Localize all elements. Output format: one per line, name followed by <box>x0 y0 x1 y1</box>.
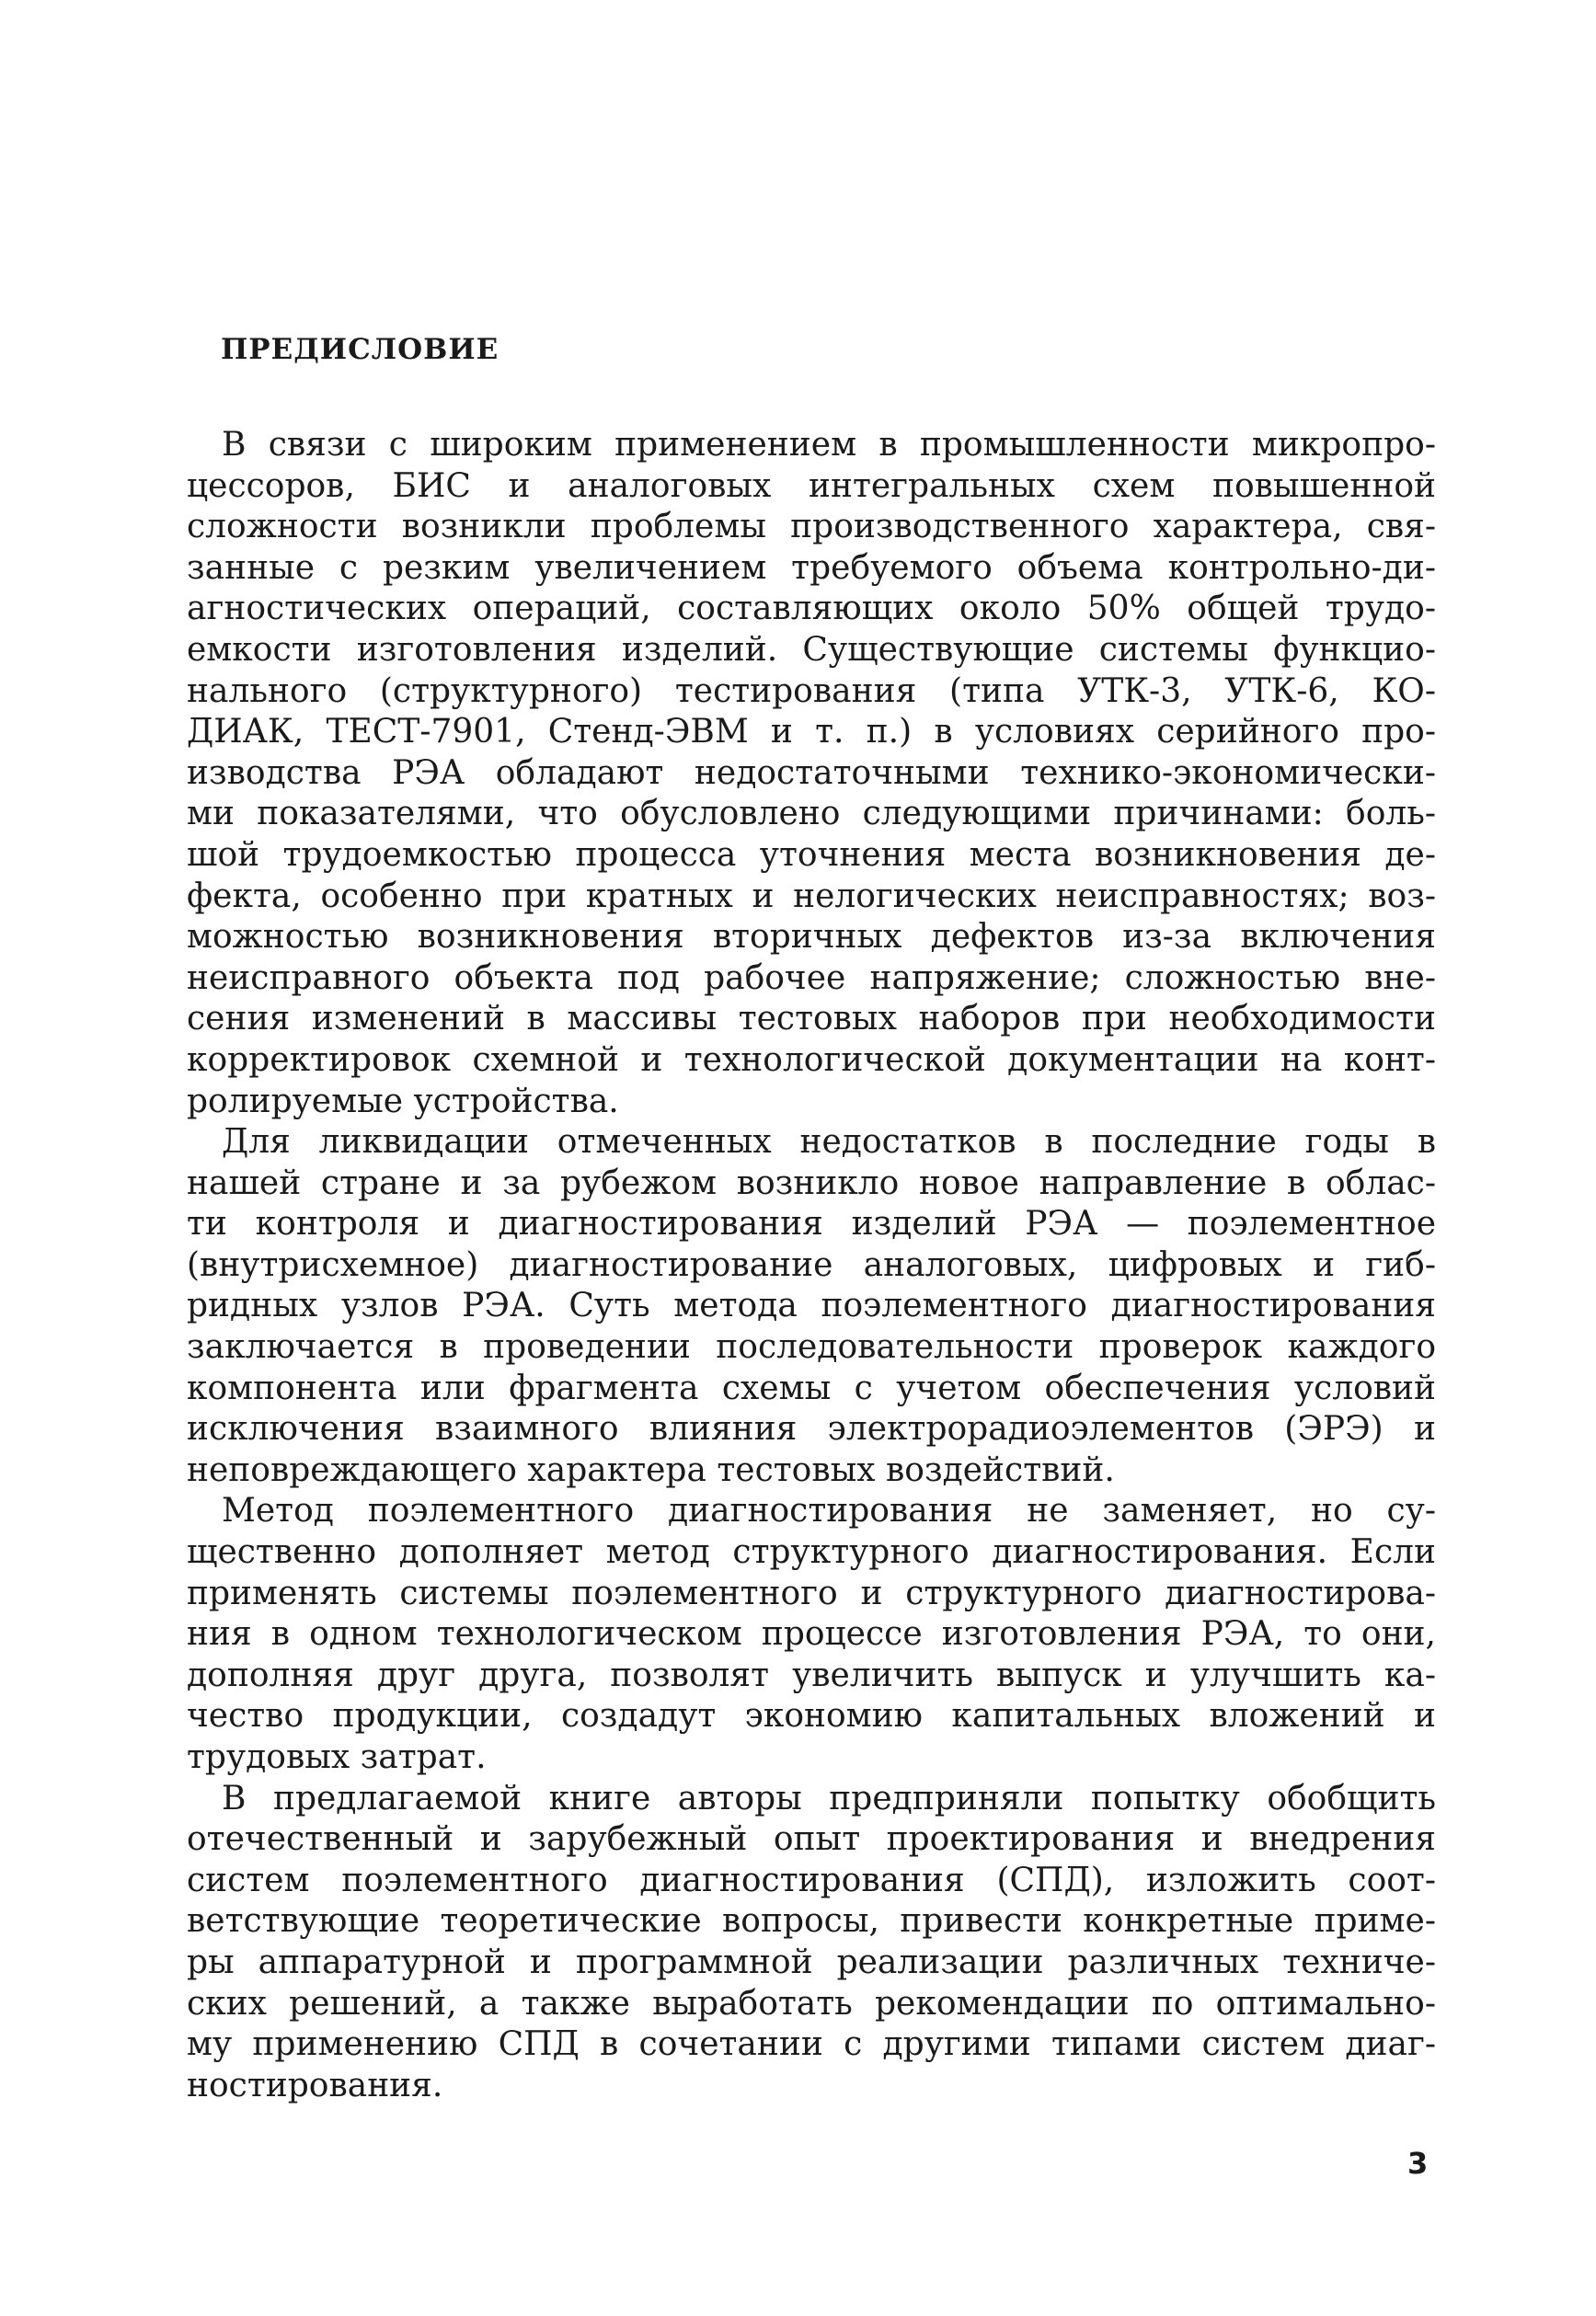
page-title: ПРЕДИСЛОВИЕ <box>221 333 499 366</box>
text-line: ских решений, а также выработать рекомендации по оптимально- <box>187 1984 1436 2023</box>
text-line: изводства РЭА обладают недостаточными технико-экономически- <box>187 753 1436 792</box>
text-line: фекта, особенно при кратных и нелогических неисправностях; воз- <box>187 877 1436 915</box>
text-line: ми показателями, что обусловлено следующими причинами: боль- <box>187 795 1436 833</box>
text-line: корректировок схемной и технологической документации на конт- <box>187 1040 1436 1079</box>
text-line: занные с резким увеличением требуемого объема контрольно-ди- <box>187 548 1436 587</box>
text-line: можностью возникновения вторичных дефектов из-за включения <box>187 918 1436 957</box>
text-line: му применению СПД в сочетании с другими типами систем диаг- <box>187 2025 1436 2064</box>
text-line: сения изменений в массивы тестовых наборов при необходимости <box>187 1000 1436 1038</box>
text-line: ры аппаратурной и программной реализации различных техниче- <box>187 1943 1436 1981</box>
text-line: ролируемые устройства. <box>187 1082 619 1120</box>
text-line: отечественный и зарубежный опыт проектирования и внедрения <box>187 1820 1436 1859</box>
text-line: заключается в проведении последовательности проверок каждого <box>187 1328 1436 1367</box>
text-line: щественно дополняет метод структурного диагностирования. Если <box>187 1533 1436 1572</box>
text-line: нального (структурного) тестирования (типа УТК-3, УТК-6, КО- <box>187 671 1436 710</box>
text-line: ния в одном технологическом процессе изготовления РЭА, то они, <box>187 1615 1436 1654</box>
text-line: Метод поэлементного диагностирования не заменяет, но су- <box>222 1492 1436 1531</box>
text-line: емкости изготовления изделий. Существующие системы функцио- <box>187 630 1436 669</box>
text-line: применять системы поэлементного и структурного диагностирова- <box>187 1574 1436 1612</box>
text-line: шой трудоемкостью процесса уточнения места возникновения де- <box>187 835 1436 874</box>
text-line: систем поэлементного диагностирования (СПД), изложить соот- <box>187 1861 1436 1899</box>
text-line: исключения взаимного влияния электрорадиоэлементов (ЭРЭ) и <box>187 1410 1436 1449</box>
text-line: ти контроля и диагностирования изделий РЭА — поэлементное <box>187 1205 1436 1244</box>
preface-body <box>187 425 1436 2106</box>
text-line: В связи с широким применением в промышленности микропро- <box>222 426 1436 464</box>
text-line: дополняя друг друга, позволят увеличить выпуск и улучшить ка- <box>187 1656 1436 1694</box>
text-line: ветствующие теоретические вопросы, привести конкретные приме- <box>187 1902 1436 1941</box>
text-line: неповреждающего характера тестовых воздействий. <box>187 1450 1115 1489</box>
text-line: компонента или фрагмента схемы с учетом обеспечения условий <box>187 1369 1436 1407</box>
text-line: ДИАК, ТЕСТ-7901, Стенд-ЭВМ и т. п.) в условиях серийного про- <box>187 713 1436 751</box>
text-line: Для ликвидации отмеченных недостатков в последние годы в <box>222 1123 1436 1162</box>
text-line: нашей стране и за рубежом возникло новое направление в облас- <box>187 1164 1436 1202</box>
text-line: сложности возникли проблемы производственного характера, свя- <box>187 508 1436 546</box>
text-line: чество продукции, создадут экономию капитальных вложений и <box>187 1697 1436 1736</box>
text-line: неисправного объекта под рабочее напряжение; сложностью вне- <box>187 958 1436 997</box>
text-line: (внутрисхемное) диагностирование аналоговых, цифровых и гиб- <box>187 1245 1436 1284</box>
text-line: ностирования. <box>187 2066 443 2104</box>
text-line: В предлагаемой книге авторы предприняли попытку обобщить <box>222 1779 1436 1817</box>
text-line: агностических операций, составляющих около 50% общей трудо- <box>187 590 1436 628</box>
page-number: 3 <box>1407 2146 1429 2181</box>
text-line: ридных узлов РЭА. Суть метода поэлементного диагностирования <box>187 1287 1436 1325</box>
text-line: трудовых затрат. <box>187 1738 487 1776</box>
text-line: цессоров, БИС и аналоговых интегральных схем повышенной <box>187 466 1436 505</box>
